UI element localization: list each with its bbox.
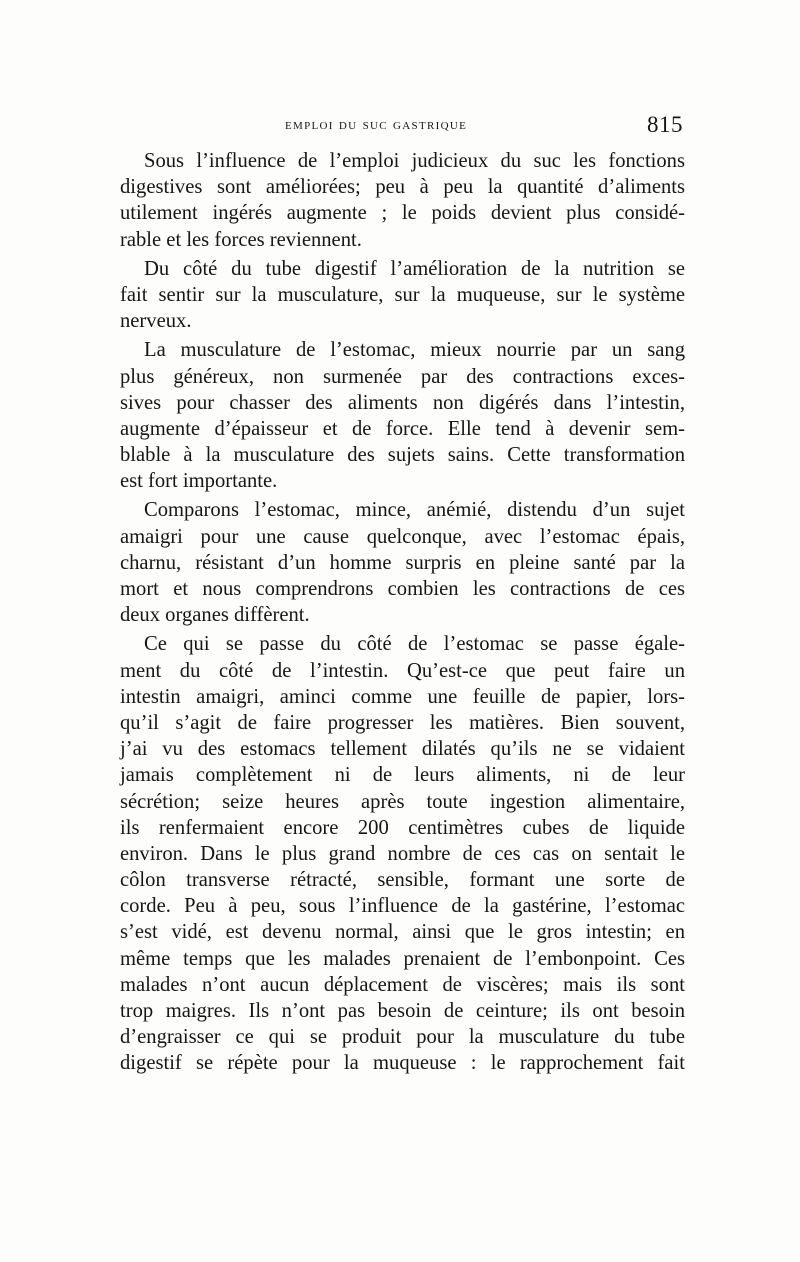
text-line: amaigri pour une cause quelconque, avec l’estomac épais, [120,525,685,548]
text-line: intestin amaigri, aminci comme une feuille de papier, lors- [120,685,685,708]
body-text [120,148,685,1077]
paragraph-4 [120,497,685,628]
text-line: utilement ingérés augmente ; le poids devient plus considé- [120,202,685,225]
text-line: environ. Dans le plus grand nombre de ces cas on sentait le [120,842,685,865]
text-line: ment du côté de l’intestin. Qu’est-ce que peut faire un [120,659,685,682]
text-line: digestif se répète pour la muqueuse : le rapprochement fait [120,1052,685,1075]
text-line: corde. Peu à peu, sous l’influence de la gastérine, l’estomac [120,895,685,918]
text-line: j’ai vu des estomacs tellement dilatés qu’ils ne se vidaient [120,738,685,761]
text-line: plus généreux, non surmenée par des contractions exces- [120,365,685,388]
text-line: sives pour chasser des aliments non digérés dans l’intestin, [120,391,685,414]
text-line: s’est vidé, est devenu normal, ainsi que le gros intestin; en [120,921,685,944]
text-line: augmente d’épaisseur et de force. Elle tend à devenir sem- [120,417,685,440]
running-head [120,112,685,142]
text-line: nerveux. [120,310,192,333]
text-line: Ce qui se passe du côté de l’estomac se passe égale- [144,633,685,656]
text-line: d’engraisser ce qui se produit pour la musculature du tube [120,1026,685,1049]
text-line: ils renfermaient encore 200 centimètres cubes de liquide [120,816,685,839]
text-line: Sous l’influence de l’emploi judicieux du suc les fonctions [144,150,685,172]
running-title: emploi du suc gastrique [285,116,468,133]
text-line: qu’il s’agit de faire progresser les matières. Bien souvent, [120,711,685,734]
text-line: mort et nous comprendrons combien les contractions de ces [120,578,685,600]
paragraph-2 [120,256,685,335]
text-line: blable à la musculature des sujets sains. Cette transformation [120,444,685,467]
text-line: côlon transverse rétracté, sensible, formant une sorte de [120,869,685,892]
text-line: rable et les forces reviennent. [120,228,362,251]
text-line: fait sentir sur la musculature, sur la muqueuse, sur le système [120,283,685,306]
text-line: La musculature de l’estomac, mieux nourrie par un sang [144,339,685,362]
text-line: charnu, résistant d’un homme surpris en pleine santé par la [120,551,685,574]
paragraph-3 [120,337,685,494]
paragraph-5 [120,631,685,1076]
text-line: malades n’ont aucun déplacement de viscères; mais ils sont [120,973,685,996]
text-line: jamais complètement ni de leurs aliments, ni de leur [120,764,685,787]
text-line: est fort importante. [120,470,278,493]
text-line: Du côté du tube digestif l’amélioration de la nutrition se [144,257,685,280]
text-line: deux organes diffèrent. [120,604,310,627]
paragraph-1 [120,148,685,253]
text-line: même temps que les malades prenaient de l’embonpoint. Ces [120,947,685,970]
text-line: digestives sont améliorées; peu à peu la quantité d’aliments [120,176,685,199]
text-line: trop maigres. Ils n’ont pas besoin de ceinture; ils ont besoin [120,1000,685,1022]
page-number: 815 [647,112,683,137]
text-line: sécrétion; seize heures après toute ingestion alimentaire, [120,790,685,813]
text-line: Comparons l’estomac, mince, anémié, distendu d’un sujet [144,499,685,522]
